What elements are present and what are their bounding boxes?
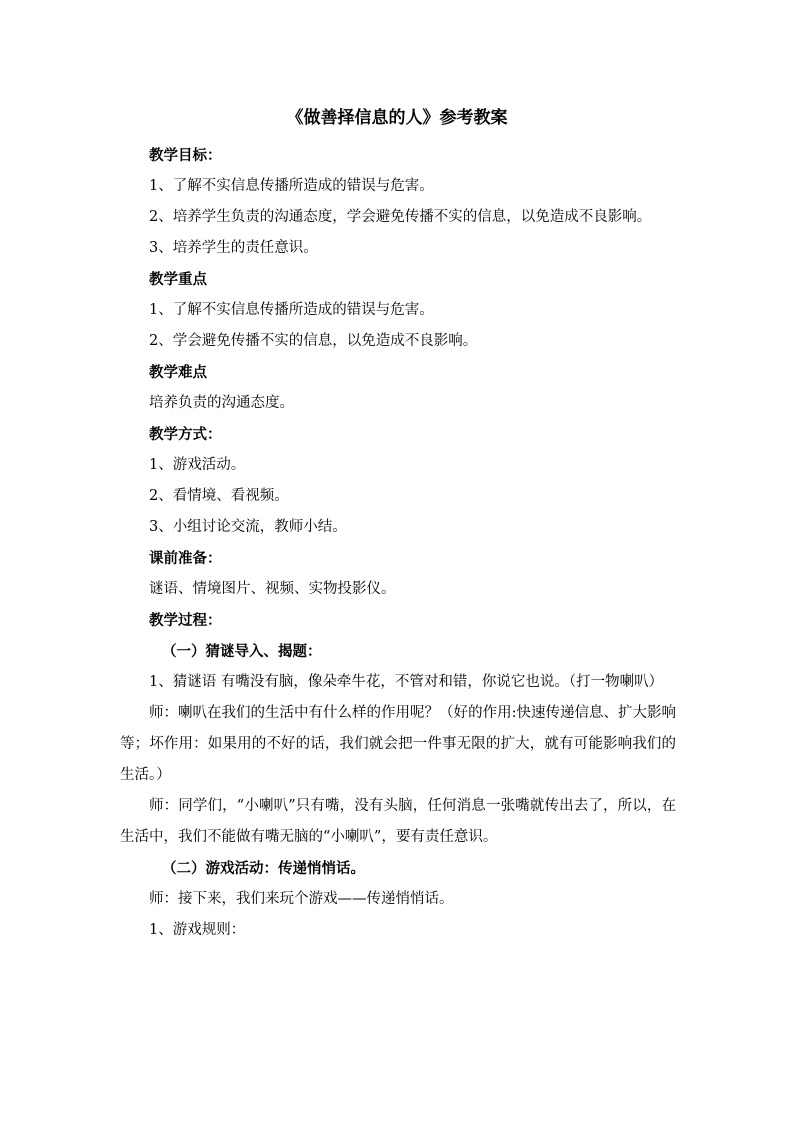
process-paragraph: 师：接下来，我们来玩个游戏——传递悄悄话。 [149, 891, 454, 907]
heading-methods: 教学方式： [149, 426, 222, 443]
key-point-item: 1、了解不实信息传播所造成的错误与危害。 [149, 302, 434, 318]
objective-item: 2、培养学生负责的沟通态度，学会避免传播不实的信息，以免造成不良影响。 [149, 209, 652, 225]
process-paragraph: 1、游戏规则： [149, 922, 246, 938]
process-paragraph: 1、猜谜语 有嘴没有脑，像朵牵牛花，不管对和错，你说它也说。（打一物喇叭） [149, 674, 664, 690]
objective-item: 1、了解不实信息传播所造成的错误与危害。 [149, 178, 434, 194]
process-paragraph: 师：同学们，“小喇叭”只有嘴，没有头脑，任何消息一张嘴就传出去了，所以，在生活中，我们不能做有嘴无脑的“小喇叭”，要有责任意识。 [120, 798, 676, 845]
heading-objectives: 教学目标： [149, 147, 222, 164]
preparation-item: 谜语、情境图片、视频、实物投影仪。 [149, 581, 396, 597]
difficulty-item: 培养负责的沟通态度。 [149, 395, 294, 411]
objective-item: 3、培养学生的责任意识。 [149, 240, 318, 256]
method-item: 1、游戏活动。 [149, 457, 246, 473]
section-heading-riddle: （一）猜谜导入、揭题： [162, 643, 322, 660]
document-body [120, 140, 676, 946]
key-point-item: 2、学会避免传播不实的信息，以免造成不良影响。 [149, 333, 478, 349]
method-item: 2、看情境、看视频。 [149, 488, 289, 504]
heading-preparation: 课前准备： [149, 550, 222, 567]
page-title: 《做善择信息的人》参考教案 [286, 108, 508, 128]
process-paragraph: 师：喇叭在我们的生活中有什么样的作用呢？（好的作用:快速传递信息、扩大影响等；坏作用：如果用的不好的话，我们就会把一件事无限的扩大，就有可能影响我们的生活。） [120, 705, 676, 783]
method-item: 3、小组讨论交流，教师小结。 [149, 519, 347, 535]
section-heading-game: （二）游戏活动：传递悄悄话。 [162, 860, 365, 877]
heading-difficulty: 教学难点 [149, 364, 207, 381]
heading-process: 教学过程： [149, 612, 222, 629]
heading-key-points: 教学重点 [149, 271, 207, 288]
